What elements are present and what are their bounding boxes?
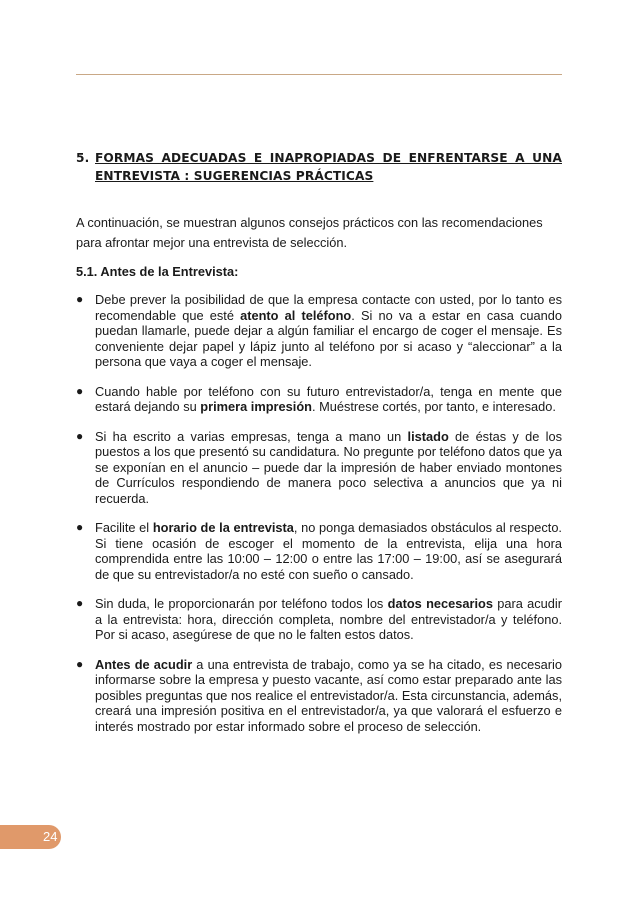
tip-emphasis: listado bbox=[407, 428, 449, 444]
tip-emphasis: datos necesarios bbox=[387, 596, 493, 611]
section-number: 5. bbox=[76, 151, 90, 165]
list-item bbox=[76, 520, 562, 582]
bullet-icon: ● bbox=[76, 520, 84, 534]
tips-list bbox=[76, 292, 562, 734]
list-item bbox=[76, 596, 562, 643]
tip-text: Sin duda, le proporcionarán por teléfono todos los bbox=[95, 596, 388, 611]
bullet-icon: ● bbox=[76, 596, 84, 610]
list-item bbox=[76, 429, 562, 507]
bullet-icon: ● bbox=[76, 656, 84, 671]
list-item bbox=[76, 657, 562, 735]
tip-text: , no ponga demasiados obstáculos al respecto. Si tiene ocasión de escoger el momento de la entrevista, elija una hora comprendida entre las 10:00 – 12:00 o entre las 17:00 – 19:00, así se asegurará de que su entrevistador/a no esté con sueño o cansado. bbox=[95, 520, 562, 582]
tip-emphasis: atento al teléfono bbox=[240, 307, 352, 323]
tip-emphasis: Antes de acudir bbox=[95, 656, 193, 672]
page-content bbox=[76, 150, 562, 748]
list-item bbox=[76, 384, 562, 415]
tip-text: . Muéstrese cortés, por tanto, e interesado. bbox=[311, 399, 556, 414]
tip-text: Facilite el bbox=[95, 520, 153, 535]
tip-text: . Si no va a estar en casa cuando puedan llamarle, puede dejar a algún familiar el encargo de coger el mensaje. Es conveniente dejar papel y lápiz junto al teléfono por si acaso y “aleccionar” a la persona que vaya a coger el mensaje. bbox=[95, 307, 562, 369]
section-heading bbox=[76, 150, 562, 185]
tip-text: a una entrevista de trabajo, como ya se ha citado, es necesario informarse sobre la empresa y puesto vacante, así como estar preparado ante las posibles preguntas que nos realice el entrevistador/a. Esta circunstancia, además, creará una impresión positiva en el entrevistador/a, ya que valorará el esfuerzo e interés mostrado por estar informado sobre el proceso de selección. bbox=[95, 656, 562, 734]
tip-text: Debe prever la posibilidad de que la empresa contacte con usted, por lo tanto es recomendable que esté bbox=[95, 292, 562, 323]
tip-emphasis: primera impresión bbox=[200, 399, 312, 414]
subsection-heading: 5.1. Antes de la Entrevista: bbox=[76, 264, 239, 279]
bullet-icon: ● bbox=[76, 428, 84, 443]
tip-text: de éstas y de los puestos a los que presentó su candidatura. No pregunte por teléfono datos que ya se exponían en el anuncio – puede dar la impresión de haber enviado montones de Currículos respondiendo de manera poco selectiva a anuncios que ya ni recuerda. bbox=[95, 428, 562, 506]
page-number: 24 bbox=[43, 829, 58, 844]
section-title: FORMAS ADECUADAS E INAPROPIADAS DE ENFRENTARSE A UNA ENTREVISTA : SUGERENCIAS PRÁCTICAS bbox=[95, 151, 562, 183]
list-item bbox=[76, 292, 562, 370]
tip-text: Si ha escrito a varias empresas, tenga a mano un bbox=[95, 428, 408, 444]
bullet-icon: ● bbox=[76, 292, 84, 306]
header-rule bbox=[76, 74, 562, 75]
intro-paragraph: A continuación, se muestran algunos consejos prácticos con las recomendaciones para afrontar mejor una entrevista de selección. bbox=[76, 215, 543, 250]
tip-text: para acudir a la entrevista: hora, dirección completa, nombre del entrevistador/a y teléfono. Por si acaso, asegúrese de que no le falten estos datos. bbox=[95, 596, 563, 642]
tip-emphasis: horario de la entrevista bbox=[152, 520, 294, 535]
page-number-tab bbox=[0, 825, 61, 849]
bullet-icon: ● bbox=[76, 383, 84, 398]
tip-text: Cuando hable por teléfono con su futuro entrevistador/a, tenga en mente que estará dejando su bbox=[95, 383, 562, 414]
